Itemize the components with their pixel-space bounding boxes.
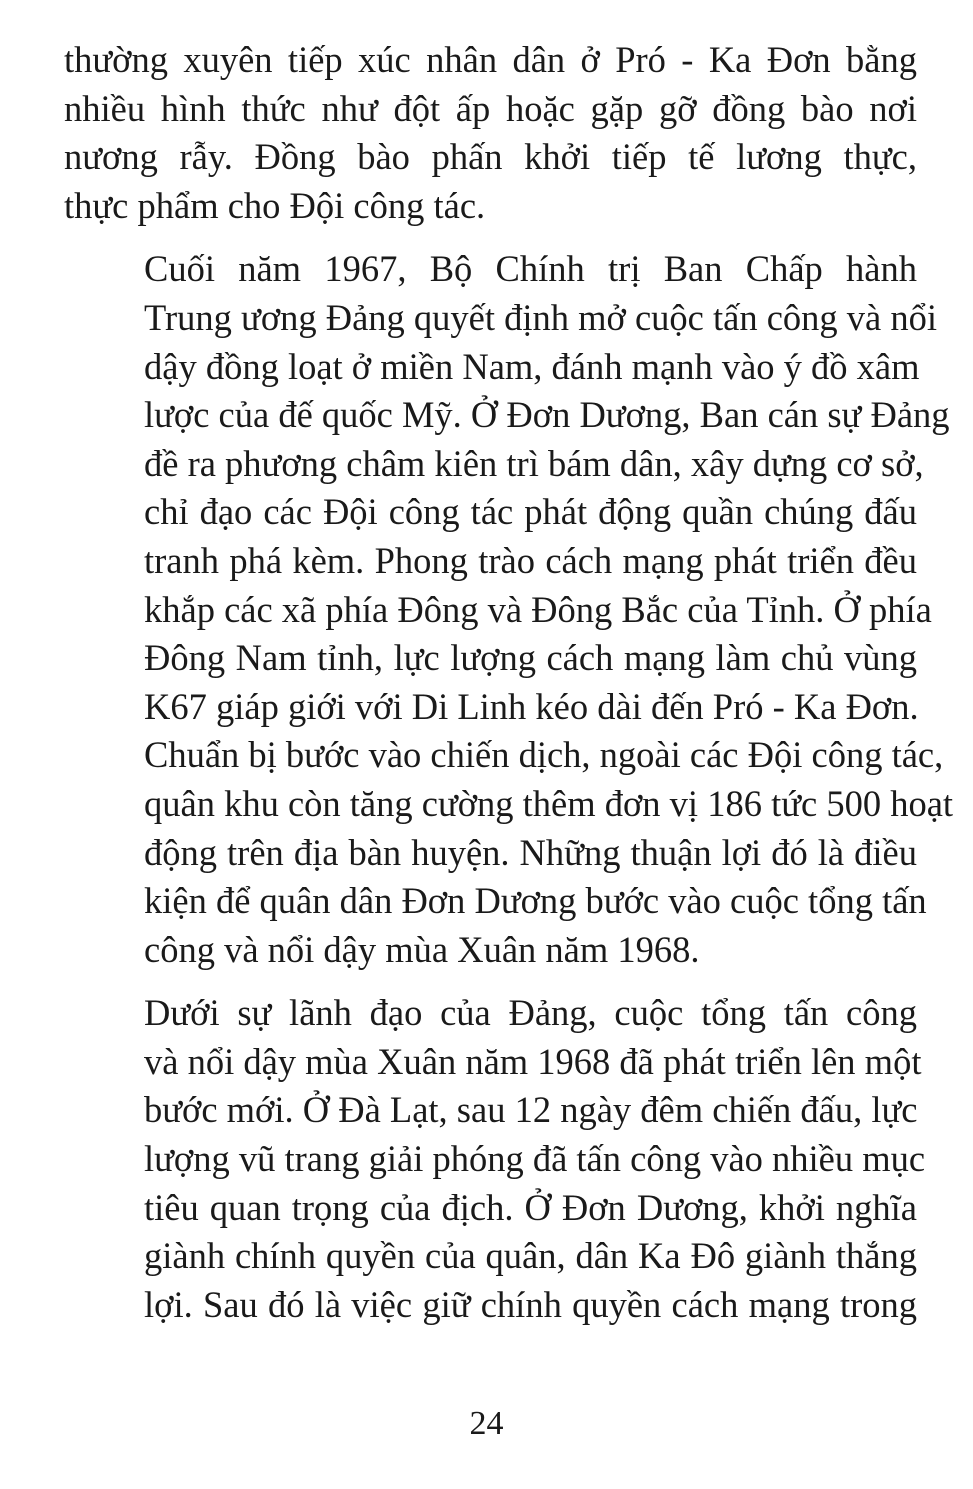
text-line: thực phẩm cho Đội công tác. bbox=[64, 184, 486, 226]
text-line: giành chính quyền của quân, dân Ka Đô giành thắng bbox=[144, 1235, 917, 1277]
text-line: chỉ đạo các Đội công tác phát động quần chúng đấu bbox=[144, 491, 917, 533]
text-line: nhiều hình thức như đột ấp hoặc gặp gỡ đồng bào nơi bbox=[64, 87, 917, 129]
text-line: Đông Nam tỉnh, lực lượng cách mạng làm chủ vùng bbox=[144, 637, 917, 679]
text-line: đề ra phương châm kiên trì bám dân, xây dựng cơ sở, bbox=[144, 442, 924, 484]
text-line: khắp các xã phía Đông và Đông Bắc của Tỉnh. Ở phía bbox=[144, 588, 932, 630]
text-line: nương rẫy. Đồng bào phấn khởi tiếp tế lương thực, bbox=[64, 136, 917, 178]
text-line: Dưới sự lãnh đạo của Đảng, cuộc tổng tấn công bbox=[144, 992, 917, 1034]
text-line: kiện để quân dân Đơn Dương bước vào cuộc tổng tấn bbox=[144, 880, 927, 922]
text-line: tranh phá kèm. Phong trào cách mạng phát triển đều bbox=[144, 539, 917, 581]
text-line: lược của đế quốc Mỹ. Ở Đơn Dương, Ban cán sự Đảng bbox=[144, 394, 950, 436]
text-line: lợi. Sau đó là việc giữ chính quyền cách mạng trong bbox=[144, 1283, 917, 1325]
text-line: tiêu quan trọng của địch. Ở Đơn Dương, khởi nghĩa bbox=[144, 1186, 917, 1228]
text-line: động trên địa bàn huyện. Những thuận lợi đó là điều bbox=[144, 831, 917, 873]
text-line: Trung ương Đảng quyết định mở cuộc tấn công và nổi bbox=[144, 296, 938, 338]
text-line: và nổi dậy mùa Xuân năm 1968 đã phát triển lên một bbox=[144, 1040, 922, 1082]
text-line: công và nổi dậy mùa Xuân năm 1968. bbox=[144, 928, 700, 970]
text-line: K67 giáp giới với Di Linh kéo dài đến Pró - Ka Đơn. bbox=[144, 685, 919, 727]
text-line: lượng vũ trang giải phóng đã tấn công vào nhiều mục bbox=[144, 1138, 926, 1180]
page-number: 24 bbox=[469, 1405, 504, 1442]
paragraph-2 bbox=[64, 245, 954, 974]
text-line: thường xuyên tiếp xúc nhân dân ở Pró - Ka Đơn bằng bbox=[64, 39, 917, 80]
text-line: bước mới. Ở Đà Lạt, sau 12 ngày đêm chiến đấu, lực bbox=[144, 1089, 918, 1131]
paragraph-1 bbox=[64, 36, 917, 230]
text-line: dậy đồng loạt ở miền Nam, đánh mạnh vào ý đồ xâm bbox=[144, 345, 920, 387]
text-line: Cuối năm 1967, Bộ Chính trị Ban Chấp hành bbox=[144, 248, 917, 290]
paragraph-3 bbox=[64, 989, 926, 1329]
body-text bbox=[64, 36, 954, 1329]
text-line: Chuẩn bị bước vào chiến dịch, ngoài các Đội công tác, bbox=[144, 734, 944, 776]
text-line: quân khu còn tăng cường thêm đơn vị 186 tức 500 hoạt bbox=[144, 782, 954, 824]
